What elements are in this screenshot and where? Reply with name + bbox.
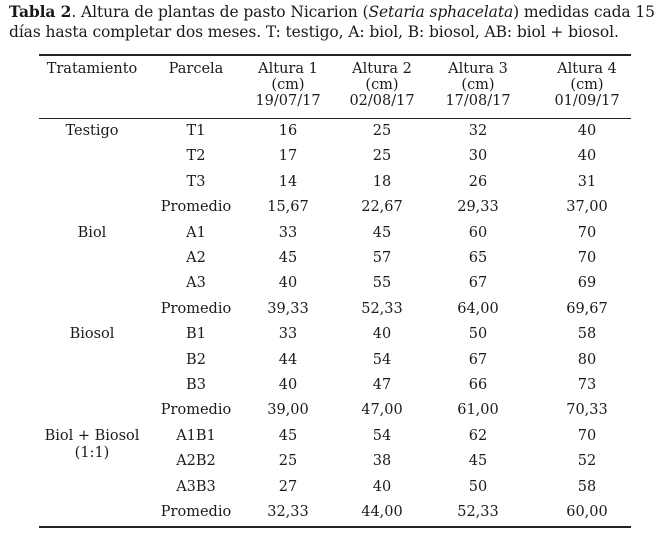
value-cell: 65 <box>468 250 488 266</box>
table-bottom-rule <box>39 526 631 528</box>
tratamiento-label: Biol <box>77 224 107 241</box>
value-cell: 70,33 <box>566 402 608 419</box>
value-cell: 80 <box>577 351 597 368</box>
header-col-title: Altura 3 <box>448 61 508 77</box>
header-col-title: Altura 2 <box>352 61 412 77</box>
value-cell: 17 <box>278 148 298 165</box>
value-cell: 47 <box>372 377 392 393</box>
value-cell: 69,67 <box>566 300 608 317</box>
caption-text-after: ) medidas cada 15 días hasta completar dos meses. T: testigo, A: biol, B: biosol, AB: biol + biosol. <box>9 3 655 41</box>
value-cell: 31 <box>577 173 597 190</box>
parcela-cell: B1 <box>186 326 206 343</box>
header-col-date: 17/08/17 <box>445 93 511 109</box>
value-cell: 60 <box>468 224 488 241</box>
value-cell: 16 <box>278 123 298 139</box>
value-cell: 33 <box>278 326 298 343</box>
parcela-cell: B3 <box>186 377 206 393</box>
value-cell: 44 <box>278 351 298 368</box>
parcela-cell: Promedio <box>160 402 232 419</box>
value-cell: 40 <box>372 478 392 495</box>
parcela-cell: T3 <box>186 173 206 190</box>
parcela-cell: A1 <box>186 224 206 241</box>
parcela-cell: Promedio <box>160 199 232 216</box>
value-cell: 73 <box>577 377 597 393</box>
value-cell: 62 <box>468 427 488 444</box>
value-cell: 40 <box>278 275 298 292</box>
value-cell: 67 <box>468 275 488 292</box>
caption-species: Setaria sphacelata <box>368 3 514 21</box>
parcela-cell: T2 <box>186 148 206 165</box>
value-cell: 40 <box>278 377 298 393</box>
value-cell: 66 <box>468 377 488 393</box>
value-cell: 14 <box>278 173 298 190</box>
value-cell: 39,00 <box>267 402 309 419</box>
value-cell: 58 <box>577 326 597 343</box>
value-cell: 18 <box>372 173 392 190</box>
value-cell: 44,00 <box>361 504 403 520</box>
value-cell: 45 <box>278 250 298 266</box>
value-cell: 54 <box>372 351 392 368</box>
tratamiento-label: Biosol <box>69 326 115 343</box>
header-col-date: 01/09/17 <box>554 93 620 109</box>
header-col-date: 02/08/17 <box>349 93 415 109</box>
value-cell: 58 <box>577 478 597 495</box>
value-cell: 54 <box>372 427 392 444</box>
header-col-unit: (cm) <box>365 77 399 93</box>
value-cell: 30 <box>468 148 488 165</box>
parcela-cell: Promedio <box>160 504 232 520</box>
table-top-rule <box>39 54 631 56</box>
header-col-unit: (cm) <box>271 77 305 93</box>
value-cell: 67 <box>468 351 488 368</box>
value-cell: 69 <box>577 275 597 292</box>
parcela-cell: B2 <box>186 351 206 368</box>
value-cell: 61,00 <box>457 402 499 419</box>
value-cell: 45 <box>372 224 392 241</box>
value-cell: 25 <box>372 123 392 139</box>
value-cell: 37,00 <box>566 199 608 216</box>
value-cell: 22,67 <box>361 199 403 216</box>
parcela-cell: A2 <box>186 250 206 266</box>
value-cell: 52,33 <box>361 300 403 317</box>
value-cell: 40 <box>577 123 597 139</box>
tratamiento-label: Biol + Biosol <box>44 427 140 444</box>
value-cell: 32 <box>468 123 488 139</box>
parcela-cell: A2B2 <box>176 453 216 470</box>
caption-label: Tabla 2 <box>9 2 72 21</box>
value-cell: 50 <box>468 478 488 495</box>
value-cell: 70 <box>577 427 597 444</box>
value-cell: 57 <box>372 250 392 266</box>
value-cell: 50 <box>468 326 488 343</box>
value-cell: 52,33 <box>457 504 499 520</box>
value-cell: 33 <box>278 224 298 241</box>
value-cell: 64,00 <box>457 300 499 317</box>
table-caption <box>9 2 659 42</box>
value-cell: 45 <box>278 427 298 444</box>
header-col-unit: (cm) <box>570 77 604 93</box>
header-col-date: 19/07/17 <box>255 93 321 109</box>
value-cell: 25 <box>372 148 392 165</box>
value-cell: 27 <box>278 478 298 495</box>
value-cell: 40 <box>577 148 597 165</box>
value-cell: 70 <box>577 250 597 266</box>
parcela-cell: A1B1 <box>176 427 216 444</box>
value-cell: 26 <box>468 173 488 190</box>
header-col-unit: (cm) <box>461 77 495 93</box>
value-cell: 40 <box>372 326 392 343</box>
parcela-cell: Promedio <box>160 300 232 317</box>
value-cell: 15,67 <box>267 199 309 216</box>
header-col-title: Altura 1 <box>258 61 318 77</box>
value-cell: 70 <box>577 224 597 241</box>
caption-text-before: . Altura de plantas de pasto Nicarion ( <box>71 3 369 21</box>
value-cell: 39,33 <box>267 300 309 317</box>
parcela-cell: A3 <box>186 275 206 292</box>
parcela-cell: A3B3 <box>176 478 216 495</box>
table-header-rule <box>39 118 631 119</box>
value-cell: 45 <box>468 453 488 470</box>
header-tratamiento: Tratamiento <box>46 61 138 77</box>
value-cell: 47,00 <box>361 402 403 419</box>
tratamiento-label: Testigo <box>65 123 119 139</box>
value-cell: 25 <box>278 453 298 470</box>
header-parcela: Parcela <box>168 61 224 77</box>
header-col-title: Altura 4 <box>557 61 617 77</box>
tratamiento-label: (1:1) <box>74 444 110 461</box>
value-cell: 29,33 <box>457 199 499 216</box>
value-cell: 38 <box>372 453 392 470</box>
value-cell: 52 <box>577 453 597 470</box>
parcela-cell: T1 <box>186 123 206 139</box>
value-cell: 60,00 <box>566 504 608 520</box>
value-cell: 55 <box>372 275 392 292</box>
value-cell: 32,33 <box>267 504 309 520</box>
